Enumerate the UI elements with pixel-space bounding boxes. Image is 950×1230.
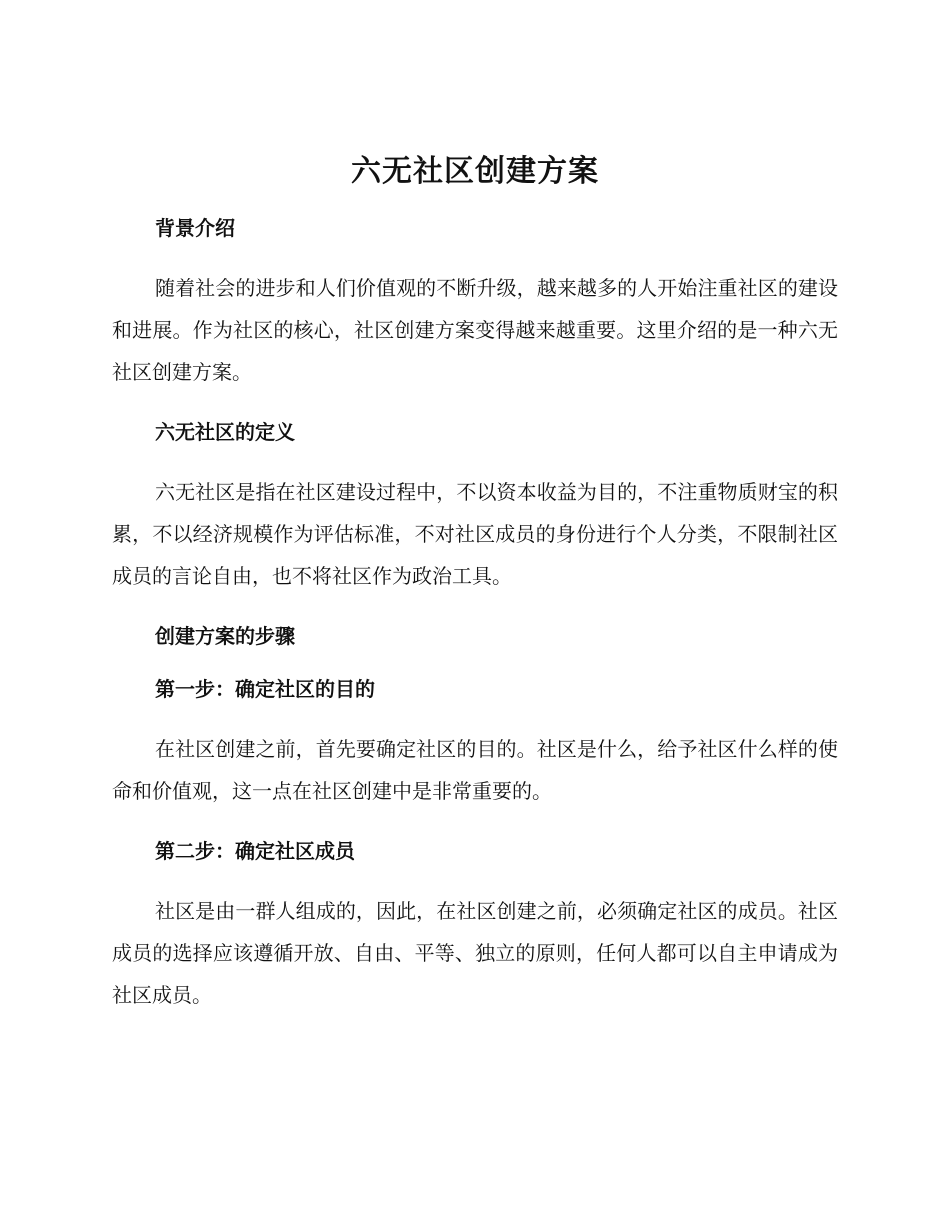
step-heading-1: 第一步：确定社区的目的: [155, 677, 375, 701]
paragraph-definition: 六无社区是指在社区建设过程中，不以资本收益为目的，不注重物质财宝的积累，不以经济规模作为评估标准，不对社区成员的身份进行个人分类，不限制社区成员的言论自由，也不将社区作为政治工具。: [112, 480, 838, 588]
paragraph-background: 随着社会的进步和人们价值观的不断升级，越来越多的人开始注重社区的建设和进展。作为社区的核心，社区创建方案变得越来越重要。这里介绍的是一种六无社区创建方案。: [112, 276, 838, 384]
document-title: 六无社区创建方案: [351, 154, 599, 189]
section-heading-steps: 创建方案的步骤: [155, 624, 295, 648]
step-heading-2: 第二步：确定社区成员: [155, 839, 355, 863]
paragraph-step-2: 社区是由一群人组成的，因此，在社区创建之前，必须确定社区的成员。社区成员的选择应该遵循开放、自由、平等、独立的原则，任何人都可以自主申请成为社区成员。: [112, 899, 838, 1007]
section-heading-background: 背景介绍: [155, 216, 235, 240]
section-heading-definition: 六无社区的定义: [155, 420, 295, 444]
paragraph-step-1: 在社区创建之前，首先要确定社区的目的。社区是什么，给予社区什么样的使命和价值观，这一点在社区创建中是非常重要的。: [112, 737, 838, 803]
